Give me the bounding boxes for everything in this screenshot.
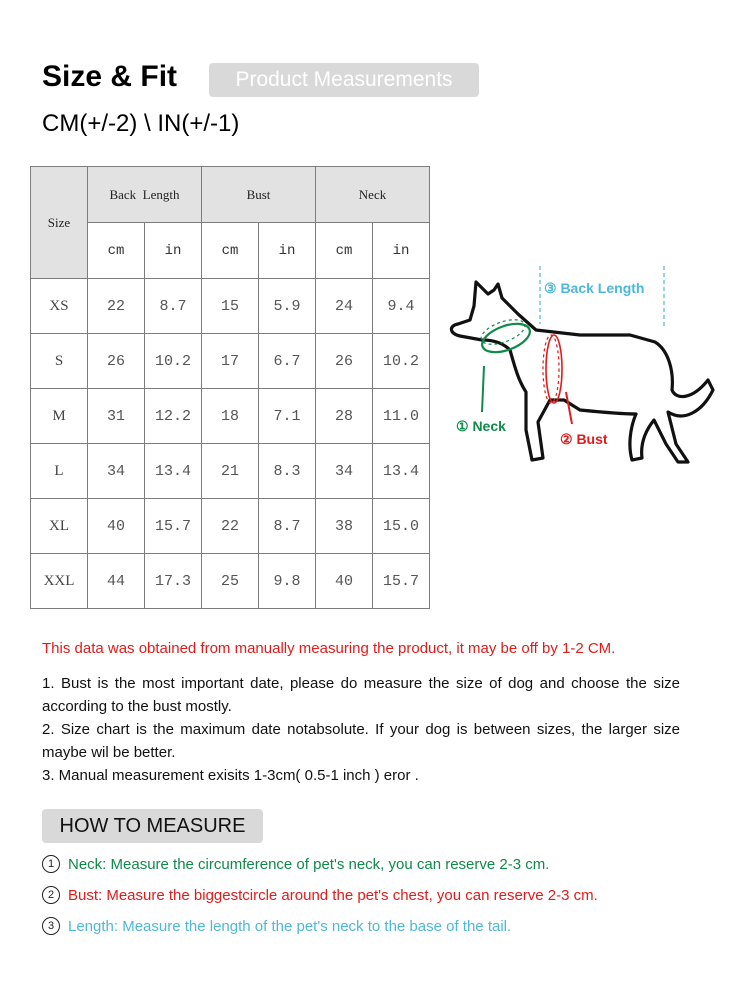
how-to-measure-heading: HOW TO MEASURE [42, 809, 263, 843]
table-cell: 11.0 [373, 389, 430, 444]
table-cell: 21 [202, 444, 259, 499]
dog-measurement-diagram [440, 262, 740, 472]
note-item: 2. Size chart is the maximum date notabsolute. If your dog is between sizes, the larger size maybe wil be better. [42, 721, 680, 761]
table-row [31, 499, 430, 554]
step-number-icon: 2 [42, 886, 60, 904]
table-cell: 18 [202, 389, 259, 444]
table-cell: 44 [88, 554, 145, 609]
table-cell: 26 [316, 334, 373, 389]
table-cell: 28 [316, 389, 373, 444]
step-number-icon: 1 [42, 855, 60, 873]
size-chart-table [30, 166, 430, 609]
table-cell: 15.0 [373, 499, 430, 554]
size-label: XL [31, 499, 88, 554]
measurement-warning: This data was obtained from manually measuring the product, it may be off by 1-2 CM. [42, 640, 616, 657]
table-cell: 7.1 [259, 389, 316, 444]
step-text: Neck: Measure the circumference of pet's neck, you can reserve 2-3 cm. [68, 855, 550, 873]
size-label: L [31, 444, 88, 499]
table-cell: 5.9 [259, 279, 316, 334]
unit-header: cm [202, 223, 259, 279]
table-cell: 24 [316, 279, 373, 334]
step-text: Length: Measure the length of the pet's neck to the base of the tail. [68, 917, 512, 935]
table-cell: 9.8 [259, 554, 316, 609]
step-text: Bust: Measure the biggestcircle around the pet's chest, you can reserve 2-3 cm. [68, 886, 598, 904]
unit-header: in [259, 223, 316, 279]
size-label: XS [31, 279, 88, 334]
table-cell: 8.7 [259, 499, 316, 554]
table-cell: 38 [316, 499, 373, 554]
table-row [31, 279, 430, 334]
table-row [31, 389, 430, 444]
note-item: 1. Bust is the most important date, please do measure the size of dog and choose the size according to the bust mostly. [42, 675, 680, 715]
neck-label: ① Neck [456, 418, 506, 434]
neck-ring [478, 318, 533, 358]
table-cell: 9.4 [373, 279, 430, 334]
page-title: Size & Fit [42, 60, 178, 93]
unit-header: in [145, 223, 202, 279]
table-cell: 25 [202, 554, 259, 609]
size-header: Size [31, 167, 88, 279]
table-cell: 31 [88, 389, 145, 444]
table-cell: 17.3 [145, 554, 202, 609]
back-length-header: Back Length [88, 167, 202, 223]
note-item: 3. Manual measurement exisits 1-3cm( 0.5-1 inch ) eror . [42, 767, 419, 784]
table-cell: 10.2 [145, 334, 202, 389]
table-cell: 8.7 [145, 279, 202, 334]
size-label: XXL [31, 554, 88, 609]
bust-header: Bust [202, 167, 316, 223]
table-cell: 10.2 [373, 334, 430, 389]
table-cell: 15.7 [373, 554, 430, 609]
unit-header: in [373, 223, 430, 279]
table-cell: 17 [202, 334, 259, 389]
table-cell: 12.2 [145, 389, 202, 444]
step-bust [42, 886, 598, 904]
product-measurements-badge: Product Measurements [209, 63, 479, 97]
notes-list [42, 672, 680, 787]
unit-header: cm [316, 223, 373, 279]
table-row [31, 554, 430, 609]
table-cell: 13.4 [145, 444, 202, 499]
table-cell: 6.7 [259, 334, 316, 389]
table-cell: 34 [316, 444, 373, 499]
step-length [42, 917, 511, 935]
table-cell: 34 [88, 444, 145, 499]
unit-header: cm [88, 223, 145, 279]
tolerance-subtitle: CM(+/-2) \ IN(+/-1) [42, 110, 240, 137]
neck-pointer [482, 366, 484, 412]
table-row [31, 444, 430, 499]
table-cell: 13.4 [373, 444, 430, 499]
table-cell: 15 [202, 279, 259, 334]
step-number-icon: 3 [42, 917, 60, 935]
table-cell: 40 [316, 554, 373, 609]
table-cell: 26 [88, 334, 145, 389]
table-cell: 8.3 [259, 444, 316, 499]
bust-label: ② Bust [560, 431, 608, 447]
size-label: S [31, 334, 88, 389]
bust-pointer [566, 392, 572, 424]
step-neck [42, 855, 549, 873]
back-length-label: ③ Back Length [544, 280, 645, 296]
table-cell: 22 [202, 499, 259, 554]
table-row [31, 334, 430, 389]
table-cell: 40 [88, 499, 145, 554]
table-cell: 15.7 [145, 499, 202, 554]
neck-header: Neck [316, 167, 430, 223]
size-label: M [31, 389, 88, 444]
table-cell: 22 [88, 279, 145, 334]
